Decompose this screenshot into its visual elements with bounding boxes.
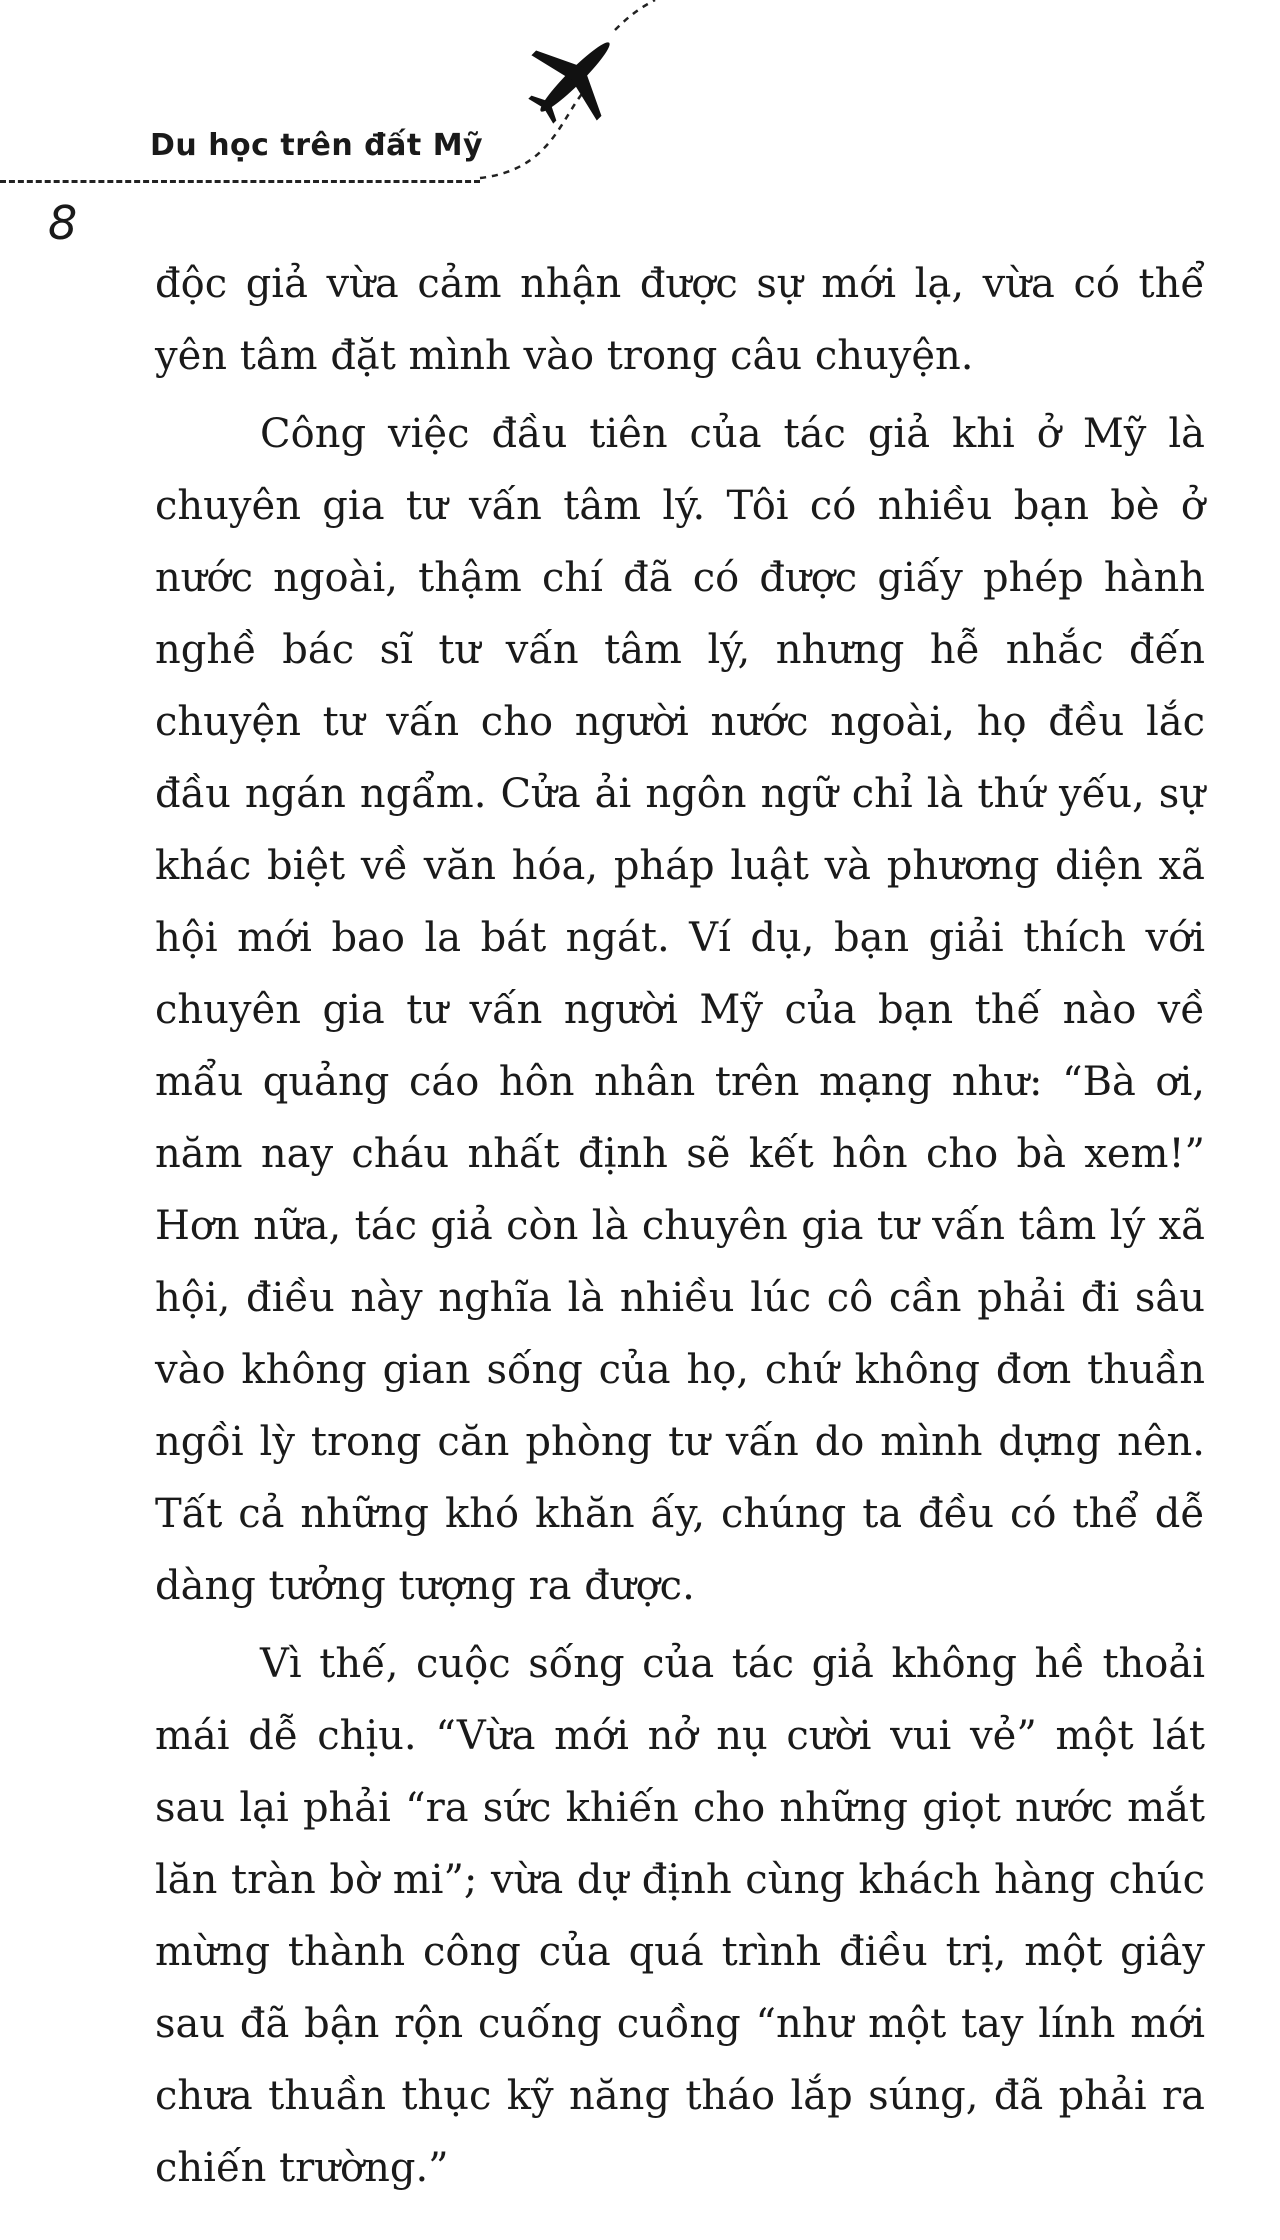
- paragraph-continued: độc giả vừa cảm nhận được sự mới lạ, vừa có thể yên tâm đặt mình vào trong câu chuyện.: [155, 261, 1205, 379]
- running-header-title: Du học trên đất Mỹ: [150, 128, 484, 163]
- paragraph: Công việc đầu tiên của tác giả khi ở Mỹ là chuyên gia tư vấn tâm lý. Tôi có nhiều bạn bè ở nước ngoài, thậm chí đã có được giấy phép hành nghề bác sĩ tư vấn tâm lý, nhưng hễ nhắc đến chuyện tư vấn cho người nước ngoài, họ đều lắc đầu ngán ngẩm. Cửa ải ngôn ngữ chỉ là thứ yếu, sự khác biệt về văn hóa, pháp luật và phương diện xã hội mới bao la bát ngát. Ví dụ, bạn giải thích với chuyên gia tư vấn người Mỹ của bạn thế nào về mẩu quảng cáo hôn nhân trên mạng như: “Bà ơi, năm nay cháu nhất định sẽ kết hôn cho bà xem!” Hơn nữa, tác giả còn là chuyên gia tư vấn tâm lý xã hội, điều này nghĩa là nhiều lúc cô cần phải đi sâu vào không gian sống của họ, chứ không đơn thuần ngồi lỳ trong căn phòng tư vấn do mình dựng nên. Tất cả những khó khăn ấy, chúng ta đều có thể dễ dàng tưởng tượng ra được.: [155, 411, 1205, 1609]
- body-text: [155, 248, 1205, 2204]
- paragraph: Vì thế, cuộc sống của tác giả không hề thoải mái dễ chịu. “Vừa mới nở nụ cười vui vẻ” một lát sau lại phải “ra sức khiến cho những giọt nước mắt lăn tràn bờ mi”; vừa dự định cùng khách hàng chúc mừng thành công của quá trình điều trị, một giây sau đã bận rộn cuống cuồng “như một tay lính mới chưa thuần thục kỹ năng tháo lắp súng, đã phải ra chiến trường.”: [155, 1641, 1205, 2191]
- page-number: 8: [48, 196, 78, 250]
- header-divider: [0, 180, 480, 183]
- airplane-icon: [520, 22, 630, 132]
